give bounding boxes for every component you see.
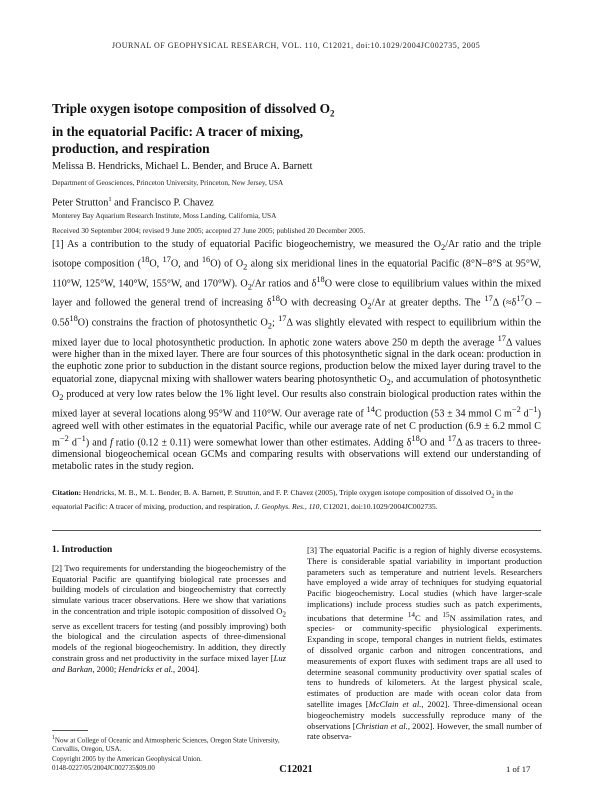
footnote-rule	[52, 730, 88, 731]
intro-right-column	[307, 545, 542, 742]
paragraph-3: [3] The equatorial Pacific is a region of highly diverse ecosystems. There is considerable spatial variability in important production parameters such as temperature and nutrient levels. Researchers have employed a wide array of techniques for studying equatorial Pacific biogeochemistry. Local studies (which have larger-scale implications) include process studies such as patch experiments, incubations that determine $^{14}$C and $^{15}$N assimilation rates, and species- or community-specific physiological experiments. Expanding in scope, temporal changes in nutrient fields, estimates of dissolved organic carbon and nitrogen concentrations, and measurements of export fluxes with sediment traps are all used to determine seasonal community productivity over spatial scales of tens to hundreds of kilometers. At the largest physical scale, estimates of production are made with ocean color data from satellite images [McClain et al., 2002]. Three-dimensional ocean biogeochemistry models successfully reproduce many of the observations [Christian et al., 2002]. However, the small number of rate observa-	[307, 545, 543, 742]
affiliation-princeton: Department of Geosciences, Princeton University, Princeton, New Jersey, USA	[52, 178, 284, 187]
journal-header: JOURNAL OF GEOPHYSICAL RESEARCH, VOL. 110, C12021, doi:10.1029/2004JC002735, 2005	[111, 41, 481, 50]
received-dates: Received 30 September 2004; revised 9 June 2005; accepted 27 June 2005; published 20 December 2005.	[52, 226, 366, 235]
article-title: Triple oxygen isotope composition of dissolved $O_2$ in the equatorial Pacific: A tracer of mixing, production, and respiration	[52, 101, 335, 156]
citation: Citation: Hendricks, M. B., M. L. Bender, B. A. Barnett, P. Strutton, and F. P. Chavez (2005), Triple oxygen isotope composition of dissolved $O_2$ in the equatorial Pacific: A tracer of mixing, production, and respiration, J. Geophys. Res., 110, C12021, doi:10.1029/2004JC002735.	[52, 488, 514, 511]
footnote-1: $^1$Now at College of Oceanic and Atmospheric Sciences, Oregon State University, Corvallis, Oregon, USA.	[52, 735, 280, 754]
page-count: 1 of 17	[506, 764, 531, 774]
section-heading-introduction: 1. Introduction	[52, 545, 113, 555]
affiliation-mbari: Monterey Bay Aquarium Research Institute, Moss Landing, California, USA	[52, 211, 277, 220]
copyright-notice: Copyright 2005 by the American Geophysical Union. 0148-0227/05/2004JC002735$09.00	[52, 755, 202, 772]
paragraph-2: [2] Two requirements for understanding the biogeochemistry of the Equatorial Pacific are quantifying biological rate processes and building models of circulation and biogeochemistry that correctly simulate various tracer observations. Here we show that variations in the concentration and triple isotopic composition of dissolved $O_2$ serve as excellent tracers for testing (and possibly improving) both the biological and the circulation aspects of three-dimensional models of the regional biogeochemistry. In addition, they directly constrain gross and net productivity in the surface mixed layer [Luz and Barkan, 2000; Hendricks et al., 2004].	[52, 562, 286, 674]
section-divider	[52, 530, 541, 531]
page-identifier: C12021	[279, 764, 313, 775]
authors-primary: Melissa B. Hendricks, Michael L. Bender, and Bruce A. Barnett	[52, 161, 313, 172]
intro-left-column	[52, 545, 286, 674]
authors-secondary: Peter Strutton$^1$ and Francisco P. Chavez	[52, 196, 214, 209]
abstract: [1] As a contribution to the study of equatorial Pacific biogeochemistry, we measured the $O_2/Ar$ ratio and the triple isotope composition ($^{18}$O, $^{17}$O, and $^{16}$O) of $O_2$ along six meridional lines in the equatorial Pacific (8°N–8°S at 95°W, 110°W, 125°W, 140°W, 155°W, and 170°W). $O_2/Ar$ ratios and $\delta^{18}O$ were close to equilibrium values within the mixed layer and followed the general trend of increasing $\delta^{18}O$ with decreasing $O_2/Ar$ at greater depths. The $^{17}$Δ $(\approx\delta^{17}O - 0.5\delta^{18}O)$ constrains the fraction of photosynthetic $O_2$; $^{17}$Δ was slightly elevated with respect to equilibrium within the mixed layer due to local photosynthetic production. In aphotic zone waters above 250 m depth the average $^{17}$Δ values were higher than in the mixed layer. There are four sources of this photosynthetic signal in the dark ocean: production in the euphotic zone prior to subduction in the distant source regions, production below the mixed layer during travel to the equatorial zone, diapycnal mixing with shallower waters bearing photosynthetic $O_2$, and accumulation of photosynthetic $O_2$ produced at very low rates below the 1% light level. Our results also constrain biological production rates within the mixed layer at several locations along 95°W and 110°W. Our average rate of $^{14}$C production (53 ± 34 mmol C $m^{-2}$ $d^{-1}$) agreed well with other estimates in the equatorial Pacific, while our average rate of net C production (6.9 ± 6.2 mmol C $m^{-2}$ $d^{-1}$) and f ratio (0.12 ± 0.11) were somewhat lower than other estimates. Adding $\delta^{18}O$ and $^{17}$Δ as tracers to three-dimensional biogeochemical ocean GCMs and comparing results with observations will extend our understanding of metabolic rates in the study region.	[52, 239, 542, 473]
